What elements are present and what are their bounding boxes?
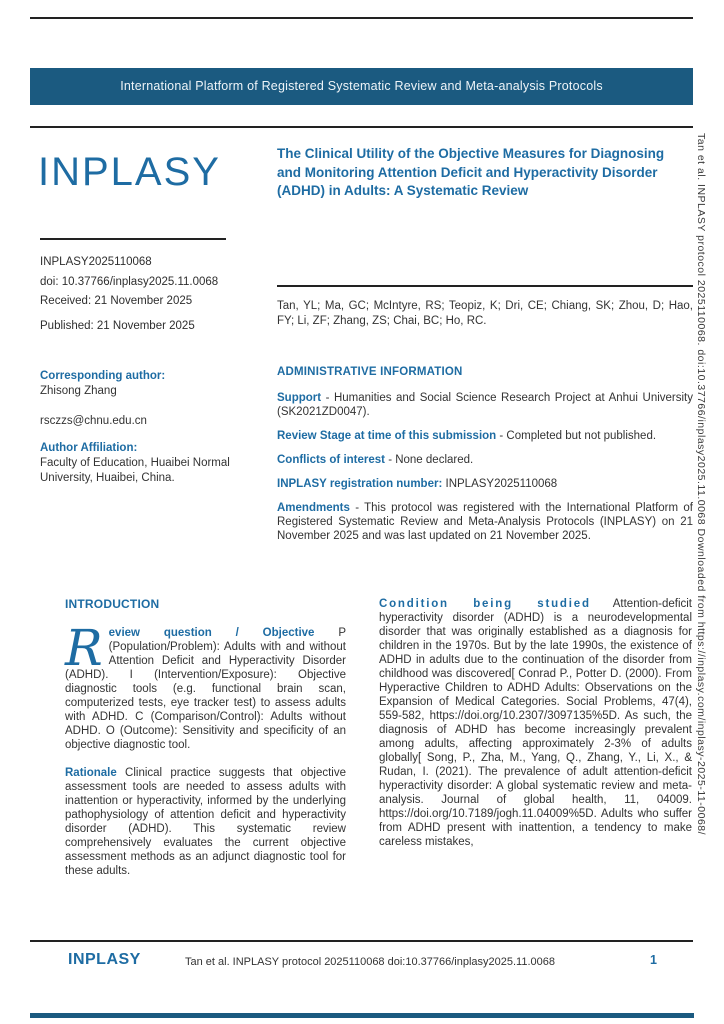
platform-banner-title: International Platform of Registered Systematic Review and Meta-analysis Protocols	[120, 79, 603, 93]
platform-banner	[30, 68, 693, 105]
review-question-paragraph	[65, 619, 347, 752]
introduction-heading: INTRODUCTION	[65, 597, 160, 611]
support-text: - Humanities and Social Science Research Project at Anhui University (SK2021ZD0047).	[277, 392, 693, 418]
support-label: Support	[277, 392, 322, 404]
condition-paragraph	[379, 597, 692, 849]
conflicts-label: Conflicts of interest	[277, 454, 385, 466]
paper-title: The Clinical Utility of the Objective Measures for Diagnosing and Monitoring Attention Deficit and Hyperactivity Disorder (ADHD) in Adults: A Systematic Review	[277, 146, 665, 198]
support-paragraph	[277, 391, 693, 419]
author-affiliation-text: Faculty of Education, Huaibei Normal University, Huaibei, China.	[40, 457, 230, 484]
corresponding-author-name: Zhisong Zhang	[40, 385, 117, 397]
administrative-information-heading: ADMINISTRATIVE INFORMATION	[277, 366, 463, 378]
registration-label: INPLASY registration number:	[277, 478, 443, 490]
amendments-label: Amendments	[277, 502, 350, 514]
condition-text: Attention-deficit hyperactivity disorder (ADHD) is a neurodevelopmental disorder that was originally established as a diagnosis for children in the 1970s. But by the late 1990s, the existence of ADHD in adults due to the continuation of the disorder from childhood was discovered[ Conrad P., Potter D. (2000). From Hyperactive Children to ADHD Adults: Observations on the Expansion of Medical Categories. Social Problems, 47(4), 559-582, https://doi.org/10.2307/3097135%5D. As such, the diagnosis of ADHD has become increasingly prevalent among adults, affecting approximately 2-3% of adults globally[ Song, P., Zha, M., Yang, Q., Zhang, Y., Li, X., & Rudan, I. (2021). The prevalence of adult attention-deficit hyperactivity disorder: A global systematic review and meta-analysis. Journal of global health, 11, 04009. https://doi.org/10.7189/jogh.11.04009%5D. Adults who suffer from ADHD present with inattention, a tendency to make careless mistakes,	[379, 598, 692, 848]
amendments-text: - This protocol was registered with the International Platform of Registered Systematic Review and Meta-Analysis Protocols (INPLASY) on 21 November 2025 and was last updated on 21 November 2025.	[277, 502, 693, 542]
logo-underline	[40, 238, 226, 240]
review-question-text: P (Population/Problem): Adults with and without Attention Deficit and Hyperactivity Disorder (ADHD). I (Intervention/Exposure): Objective diagnostic tools (e.g. functional brain scan, computerized tests, eye tracker test) to assess adults with ADHD. C (Comparison/Control): Adults without ADHD. O (Outcome): Sensitivity and specificity of an objective diagnostic tool.	[65, 627, 347, 751]
administrative-information-section	[277, 365, 693, 553]
authors-list: Tan, YL; Ma, GC; McIntyre, RS; Teopiz, K; Dri, CE; Chiang, SK; Zhou, D; Hao, FY; Li, ZF; Zhang, ZS; Chai, BC; Ho, RC.	[277, 300, 693, 327]
footer-citation: Tan et al. INPLASY protocol 2025110068 doi:10.37766/inplasy2025.11.0068	[184, 956, 555, 968]
amendments-paragraph	[277, 501, 693, 543]
conflicts-paragraph	[277, 453, 693, 467]
review-question-label: eview question / Objective	[108, 627, 315, 639]
doi-line: doi: 10.37766/inplasy2025.11.0068	[40, 275, 219, 288]
conflicts-text: - None declared.	[388, 454, 474, 466]
introduction-right-column	[379, 597, 692, 863]
introduction-left-column	[65, 597, 346, 892]
bottom-rule	[30, 1013, 694, 1018]
inplasy-logo: INPLASY	[38, 150, 221, 194]
contact-block	[40, 369, 252, 486]
top-rule	[30, 17, 693, 19]
rationale-label: Rationale	[65, 767, 117, 779]
authors-rule	[277, 285, 693, 287]
review-stage-text: - Completed but not published.	[499, 430, 657, 442]
corresponding-author-email: rsczzs@chnu.edu.cn	[40, 415, 147, 427]
rationale-paragraph	[65, 766, 346, 878]
footer-rule	[30, 940, 693, 942]
review-stage-label: Review Stage at time of this submission	[277, 430, 497, 442]
registration-number: INPLASY2025110068	[445, 478, 558, 490]
rationale-text: Clinical practice suggests that objective assessment tools are needed to assess adults with inattention or hyperactivity, informed by the underlying pathophysiology of attention deficit and hyperactivity disorder (ADHD). This systematic review comprehensively evaluates the current objective assessment methods as an adjunct diagnostic tool for these adults.	[65, 767, 346, 877]
published-date: Published: 21 November 2025	[40, 319, 195, 332]
registration-paragraph	[277, 477, 693, 491]
footer-logo: INPLASY	[68, 951, 141, 968]
protocol-metadata	[40, 253, 218, 336]
vertical-citation-sidebar: Tan et al. INPLASY protocol 2025110068. doi:10.37766/inplasy2025.11.0068 Downloaded from https://inplasy.com/inplasy-2025-11-0068/	[695, 133, 707, 836]
corresponding-author-label: Corresponding author:	[40, 370, 166, 382]
page-number: 1	[650, 953, 657, 967]
condition-label: Condition being studied	[379, 598, 591, 610]
author-affiliation-label: Author Affiliation:	[40, 442, 138, 454]
dropcap-letter: R	[65, 619, 103, 677]
review-stage-paragraph	[277, 429, 693, 443]
received-date: Received: 21 November 2025	[40, 295, 193, 307]
header-rule	[30, 126, 693, 128]
registration-id: INPLASY2025110068	[40, 256, 152, 268]
